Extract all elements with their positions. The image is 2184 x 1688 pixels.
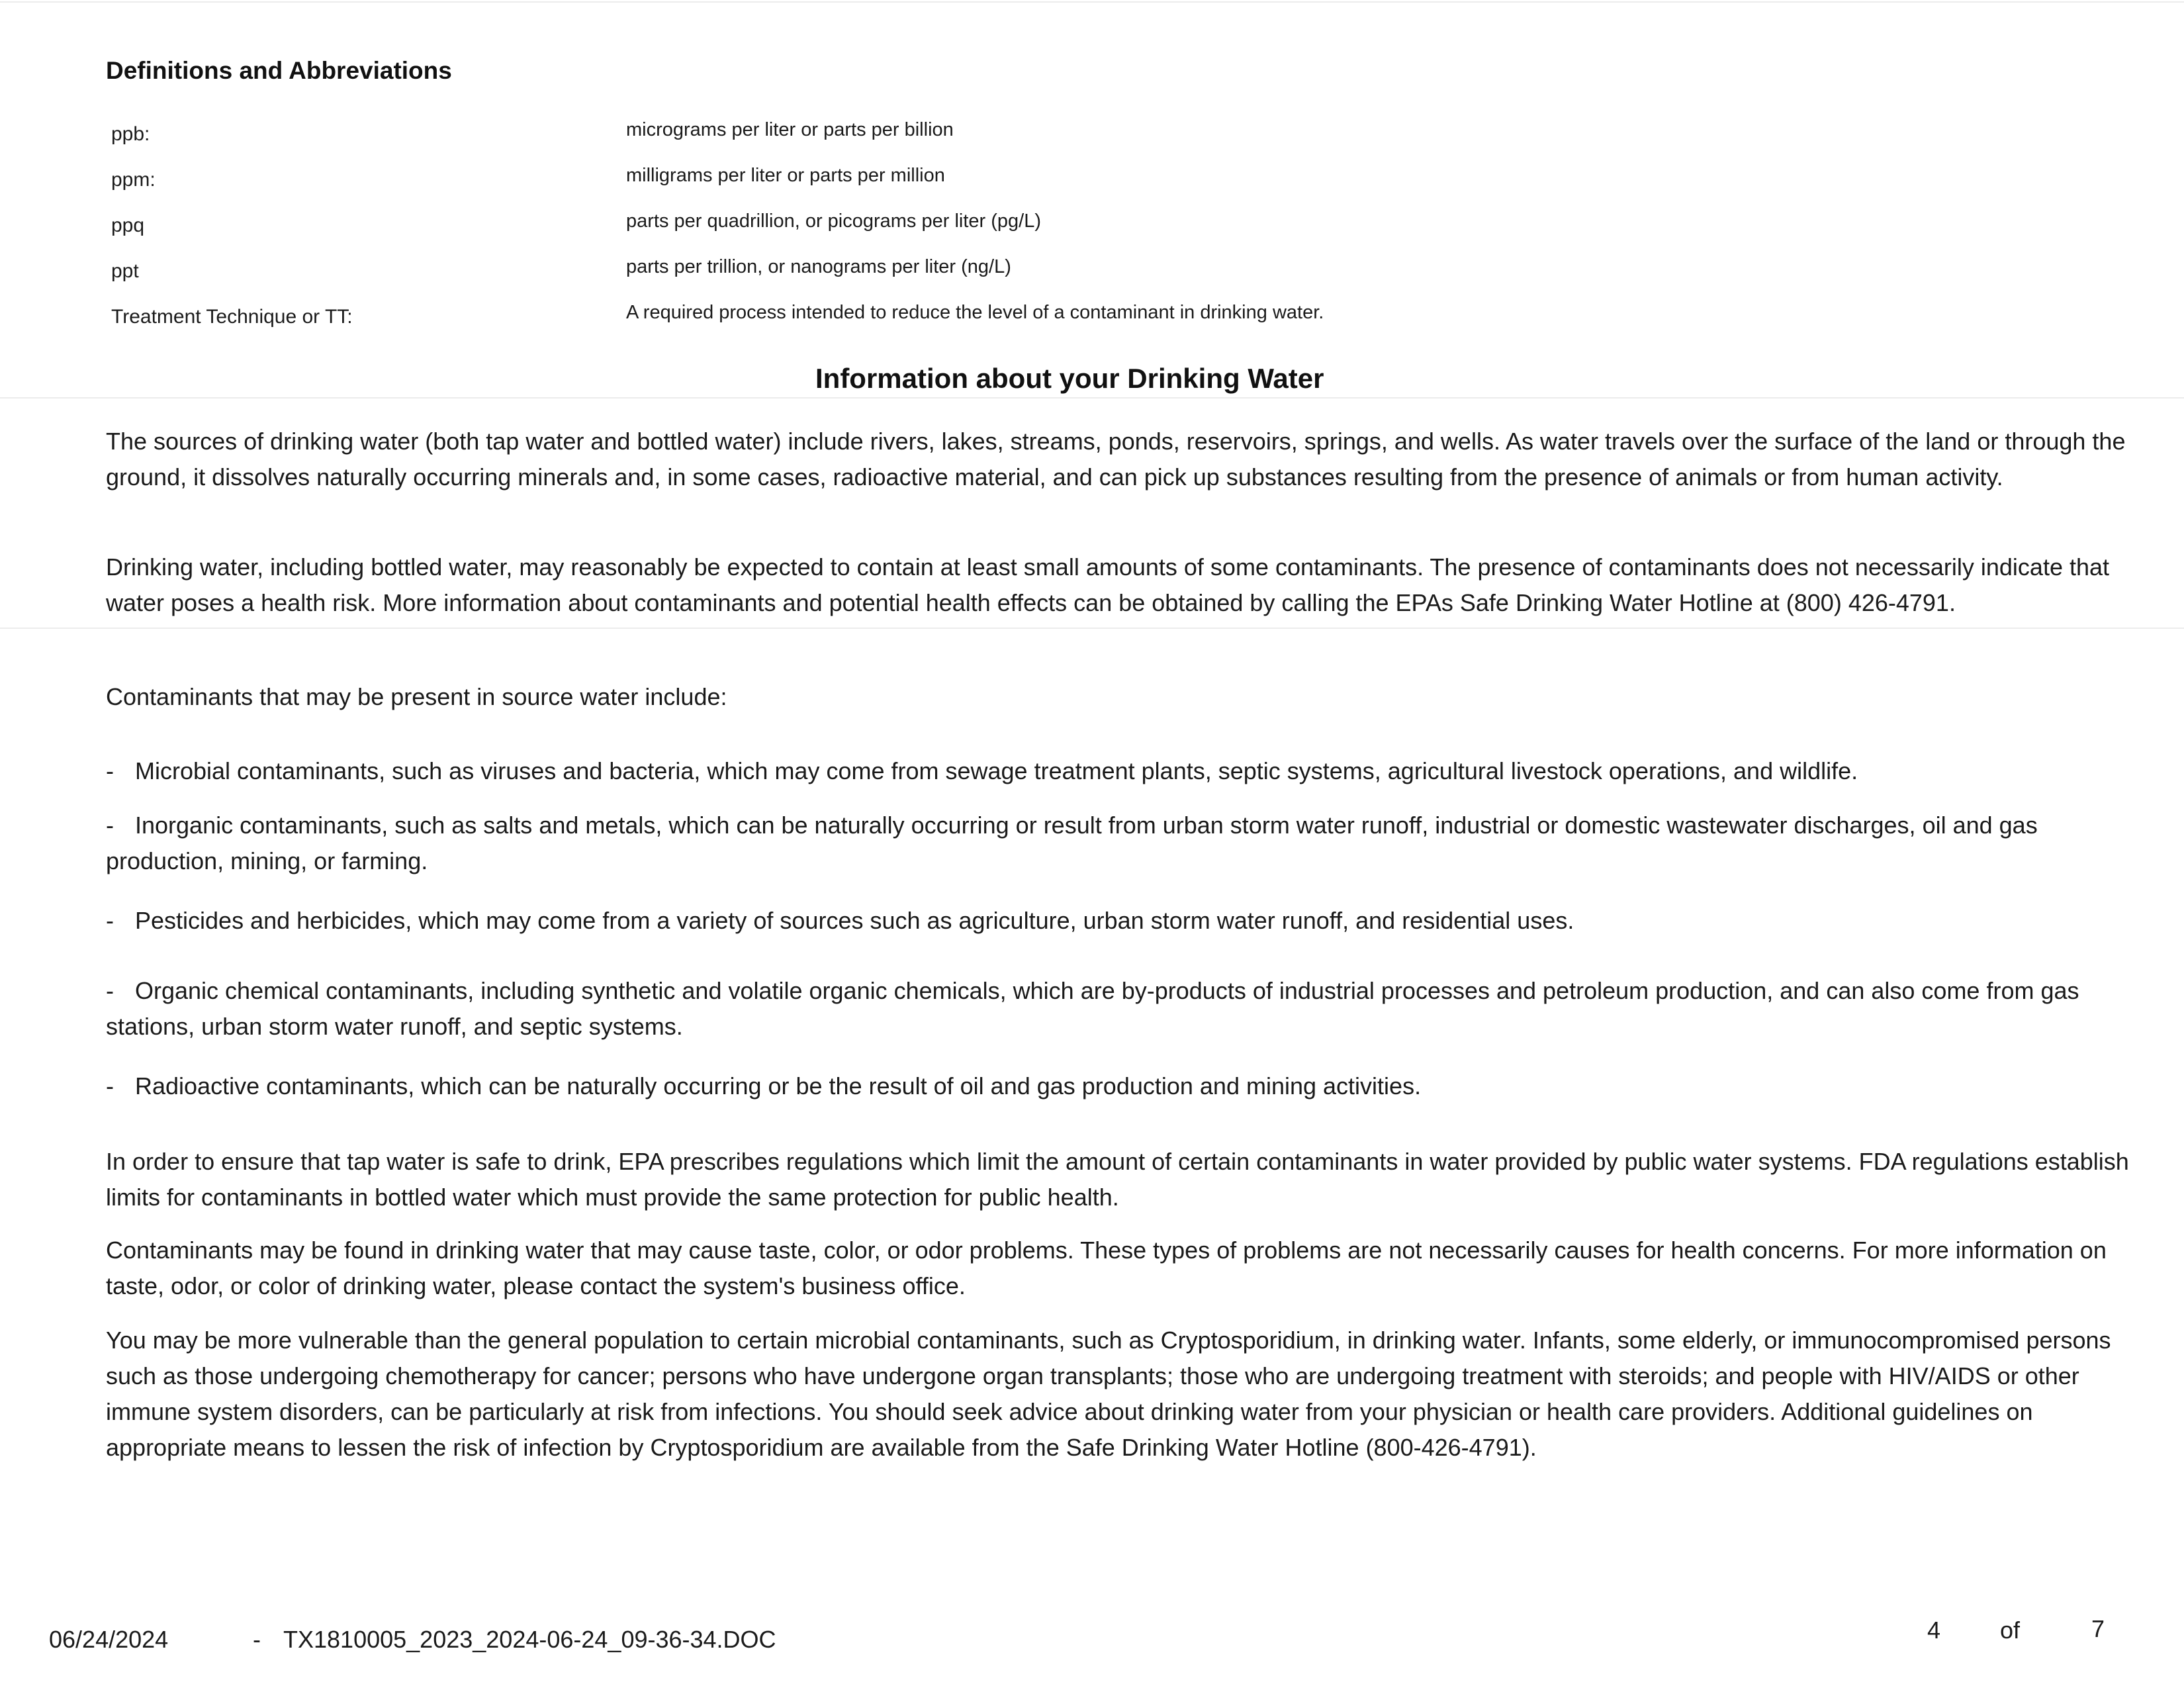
scan-artifact-line — [0, 1, 2184, 3]
definition-term: Treatment Technique or TT: — [111, 306, 353, 328]
paragraph-vulnerable-populations: You may be more vulnerable than the general population to certain microbial contaminants, such as Cryptosporidium, in drinking water. Infants, some elderly, or immunocompromised persons such as those undergoing chemotherapy for cancer; persons who have undergone organ transplants; those who are undergoing treatment with steroids; and people with HIV/AIDS or other immune system disorders, can be particularly at risk from infections. You should seek advice about drinking water from your physician or health care providers. Additional guidelines on appropriate means to lessen the risk of infection by Cryptosporidium are available from the Safe Drinking Water Hotline (800-426-4791). — [106, 1327, 2111, 1461]
definition-description: parts per quadrillion, or picograms per liter (pg/L) — [626, 211, 1041, 232]
definition-description: A required process intended to reduce the level of a contaminant in drinking water. — [626, 302, 1324, 323]
definition-description: parts per trillion, or nanograms per liter (ng/L) — [626, 256, 1011, 277]
paragraph-epa-regulations: In order to ensure that tap water is safe to drink, EPA prescribes regulations which limit the amount of certain contaminants in water provided by public water systems. FDA regulations establish limits for contaminants in bottled water which must provide the same protection for public health. — [106, 1148, 2129, 1211]
footer-filename: TX1810005_2023_2024-06-24_09-36-34.DOC — [283, 1626, 776, 1653]
footer-separator: - — [253, 1626, 261, 1653]
list-item — [106, 973, 2131, 1045]
definition-description: micrograms per liter or parts per billion — [626, 119, 954, 140]
list-item — [106, 753, 2131, 789]
footer-date: 06/24/2024 — [49, 1626, 169, 1653]
paragraph-source-water-intro: Contaminants that may be present in source water include: — [106, 683, 727, 710]
paragraph-contaminants-expected: Drinking water, including bottled water, may reasonably be expected to contain at least small amounts of some contaminants. The presence of contaminants does not necessarily indicate that water poses a health risk. More information about contaminants and potential health effects can be obtained by calling the EPAs Safe Drinking Water Hotline at (800) 426-4791. — [106, 553, 2110, 616]
list-item — [106, 1068, 2131, 1104]
bullet-text: Pesticides and herbicides, which may come from a variety of sources such as agriculture, urban storm water runoff, and residential uses. — [135, 907, 1574, 934]
definition-term: ppq — [111, 214, 145, 236]
definition-row — [111, 211, 1501, 256]
paragraph-sources: The sources of drinking water (both tap water and bottled water) include rivers, lakes, streams, ponds, reservoirs, springs, and wells. As water travels over the surface of the land or through the ground, it dissolves naturally occurring minerals and, in some cases, radioactive material, and can pick up substances resulting from the presence of animals or from human activity. — [106, 428, 2126, 491]
bullet-text: Radioactive contaminants, which can be naturally occurring or be the result of oil and gas production and mining activities. — [135, 1072, 1422, 1100]
bullet-dash: - — [106, 977, 114, 1004]
definition-row — [111, 256, 1501, 302]
list-item — [106, 808, 2131, 879]
bullet-dash: - — [106, 907, 114, 934]
list-item — [106, 903, 2131, 939]
bullet-text: Inorganic contaminants, such as salts and metals, which can be naturally occurring or result from urban storm water runoff, industrial or domestic wastewater discharges, oil and gas production, mining, or farming. — [106, 812, 2038, 874]
definition-term: ppb: — [111, 123, 150, 145]
definition-description: milligrams per liter or parts per million — [626, 165, 945, 186]
scan-artifact-line — [0, 628, 2184, 629]
bullet-dash: - — [106, 812, 114, 839]
definition-term: ppm: — [111, 169, 156, 191]
footer-page-current: 4 — [1927, 1617, 1941, 1644]
bullet-dash: - — [106, 757, 114, 784]
paragraph-taste-odor: Contaminants may be found in drinking water that may cause taste, color, or odor problems. These types of problems are not necessarily causes for health concerns. For more information on taste, odor, or color of drinking water, please contact the system's business office. — [106, 1237, 2107, 1299]
definitions-table — [111, 119, 1501, 348]
definition-row — [111, 302, 1501, 348]
definitions-heading: Definitions and Abbreviations — [106, 57, 452, 84]
bullet-text: Microbial contaminants, such as viruses and bacteria, which may come from sewage treatment plants, septic systems, agricultural livestock operations, and wildlife. — [135, 757, 1858, 784]
scan-artifact-line — [0, 397, 2184, 399]
bullet-dash: - — [106, 1072, 114, 1100]
definition-term: ppt — [111, 260, 139, 282]
footer-page-of: of — [2000, 1617, 2021, 1644]
bullet-text: Organic chemical contaminants, including synthetic and volatile organic chemicals, which are by-products of industrial processes and petroleum production, and can also come from gas stations, urban storm water runoff, and septic systems. — [106, 977, 2079, 1040]
section-title: Information about your Drinking Water — [815, 363, 1324, 394]
definition-row — [111, 165, 1501, 211]
definition-row — [111, 119, 1501, 165]
footer-page-total: 7 — [2091, 1615, 2105, 1642]
